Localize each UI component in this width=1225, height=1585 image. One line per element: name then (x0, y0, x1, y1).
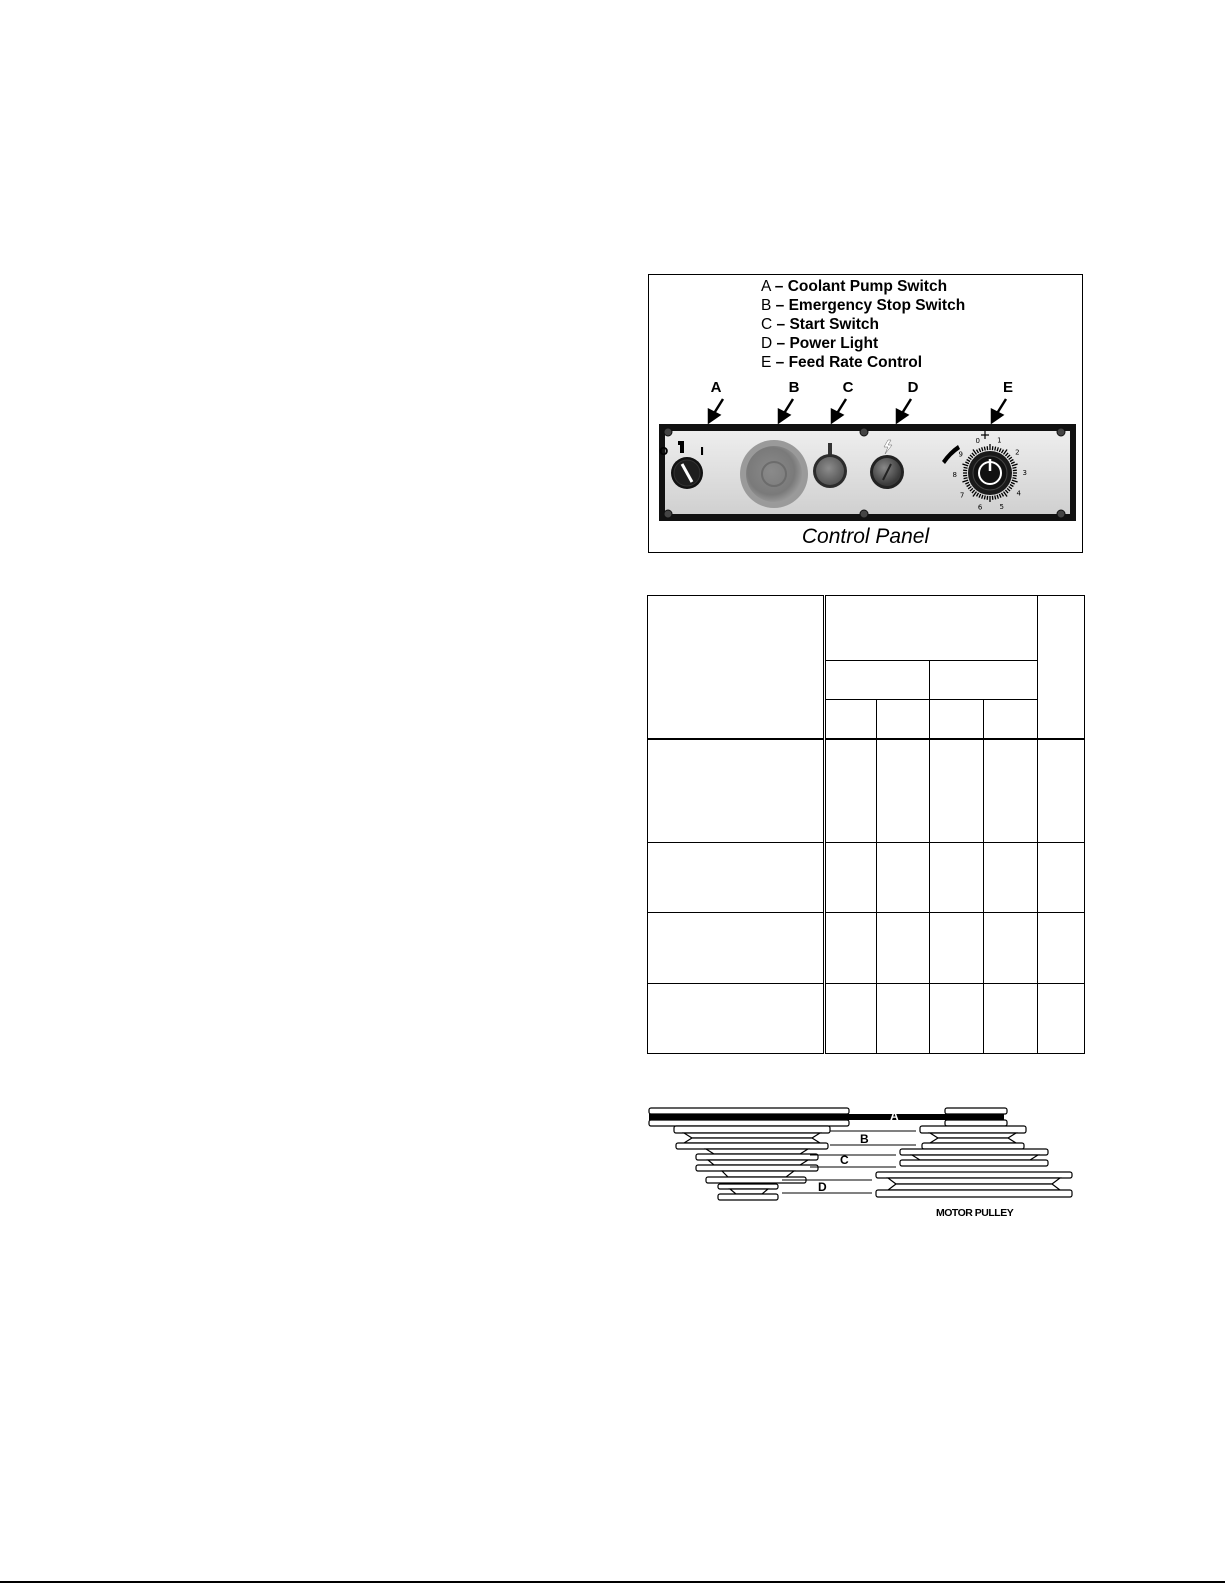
dial-number: 6 (977, 503, 983, 512)
belt-label-a: A (890, 1109, 899, 1123)
table-header-cell (648, 596, 825, 740)
table-cell (877, 739, 930, 842)
table-cell (877, 983, 930, 1053)
table-header-cell (930, 661, 1038, 700)
callout-a: A (710, 379, 722, 396)
motor-pulley-label: MOTOR PULLEY (936, 1207, 1014, 1219)
table-row (648, 739, 1085, 842)
legend-item-start-switch: C – Start Switch (761, 316, 880, 333)
control-panel-caption: Control Panel (801, 525, 930, 548)
dial-number: 8 (952, 471, 957, 480)
table-cell (930, 843, 984, 913)
table-cell (877, 913, 930, 983)
callout-arrows (709, 399, 1006, 422)
table-cell (1038, 739, 1085, 842)
page-footer-rule (0, 1581, 1225, 1583)
table-header-cell (825, 700, 877, 739)
callout-e: E (1002, 379, 1013, 396)
dial-tick (964, 467, 968, 468)
table-cell (877, 843, 930, 913)
pulley-diagram (648, 1104, 1080, 1208)
table-header-cell (825, 596, 1038, 661)
switch-off-symbol: O (659, 445, 669, 458)
table-cell (825, 739, 877, 842)
table-cell (984, 913, 1038, 983)
table-cell (825, 913, 877, 983)
legend-item-feed-rate: E – Feed Rate Control (761, 354, 923, 371)
table-cell (930, 983, 984, 1053)
table-row (648, 983, 1085, 1053)
dial-tick (995, 447, 996, 451)
table-header-cell (877, 700, 930, 739)
dial-number: 0 (975, 437, 980, 446)
table-cell (930, 913, 984, 983)
dial-number: 5 (999, 502, 1004, 511)
legend-item-coolant-pump: A – Coolant Pump Switch (761, 278, 948, 295)
control-panel-figure (648, 274, 1083, 553)
dial-tick (964, 478, 968, 479)
dial-tick (984, 447, 985, 451)
dial-number: 2 (1015, 448, 1020, 457)
table-header-cell (930, 700, 984, 739)
callout-c: C (842, 379, 854, 396)
legend-item-emergency-stop: B – Emergency Stop Switch (761, 297, 966, 314)
belt-label-c: C (840, 1153, 849, 1167)
dial-number: 3 (1022, 468, 1027, 477)
blank-table (647, 595, 1085, 1054)
table-cell (930, 739, 984, 842)
dial-tick (1012, 467, 1016, 468)
emergency-stop-switch (740, 440, 808, 508)
table-cell (984, 843, 1038, 913)
table-header-cell (825, 661, 930, 700)
table-row (648, 843, 1085, 913)
table-cell (648, 913, 825, 983)
table-cell (984, 739, 1038, 842)
table-cell (1038, 843, 1085, 913)
control-panel-drawing (649, 275, 1084, 554)
table-cell (648, 843, 825, 913)
table-header-cell (1038, 596, 1085, 740)
callout-d: D (907, 379, 919, 396)
table-row (648, 913, 1085, 983)
table-cell (648, 739, 825, 842)
belt-label-d: D (818, 1180, 827, 1194)
dial-tick (984, 495, 985, 499)
table-cell (984, 983, 1038, 1053)
table-cell (825, 983, 877, 1053)
dial-number: 7 (959, 491, 965, 500)
table-header-cell (984, 700, 1038, 739)
dial-number: 4 (1016, 489, 1021, 498)
belt-label-b: B (860, 1132, 869, 1146)
dial-tick (995, 495, 996, 499)
belt-a (649, 1114, 1004, 1120)
table-cell (1038, 983, 1085, 1053)
table-cell (648, 983, 825, 1053)
table-cell (1038, 913, 1085, 983)
dial-tick (1012, 478, 1016, 479)
dial-number: 1 (997, 436, 1002, 445)
switch-on-symbol: I (700, 445, 705, 458)
dial-number: 9 (958, 450, 963, 459)
table-cell (825, 843, 877, 913)
motor-pulley (876, 1108, 1072, 1197)
callout-b: B (788, 379, 800, 396)
legend-item-power-light: D – Power Light (761, 335, 879, 352)
